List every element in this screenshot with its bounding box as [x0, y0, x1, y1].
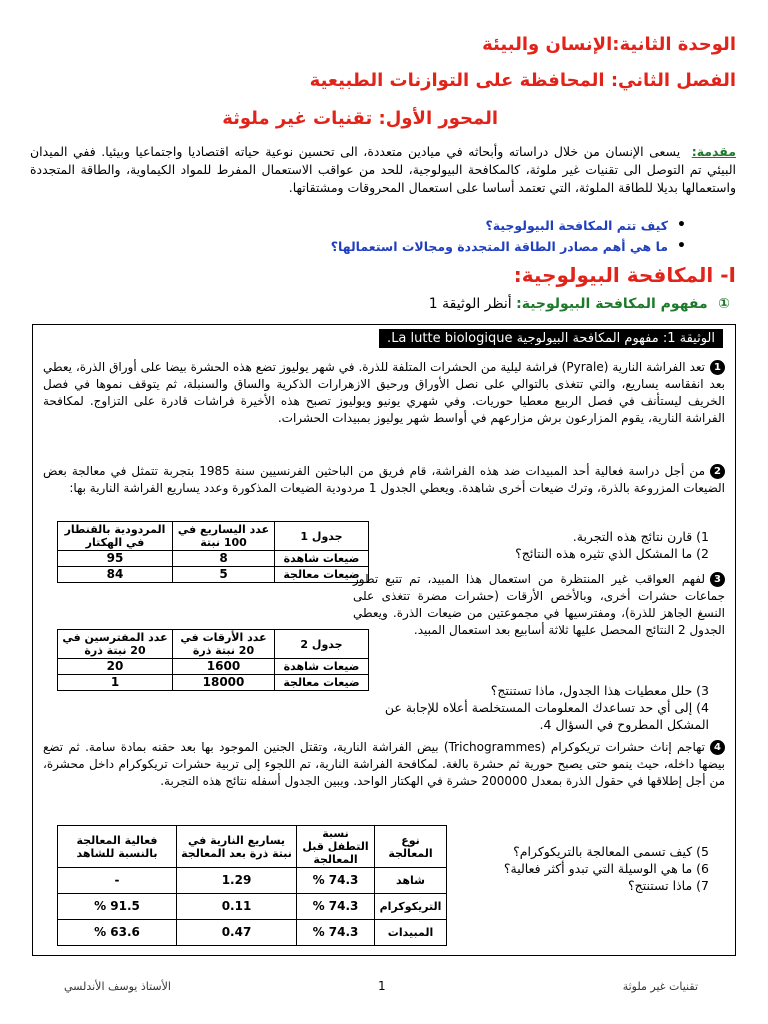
- question-1: 1) قارن نتائج هذه التجربة.: [572, 529, 709, 544]
- table-cell: 18000: [173, 675, 275, 691]
- table-row: [58, 630, 369, 659]
- subsection-number: ①: [718, 296, 730, 312]
- table-header: نوع المعالجة: [375, 826, 447, 868]
- subsection-heading: [429, 296, 730, 312]
- row-label: التريكوكرام: [375, 894, 447, 920]
- unit-heading: الوحدة الثانية:الإنسان والبيئة: [482, 34, 736, 55]
- question-6: 6) ما هي الوسيلة التي تبدو أكثر فعالية؟: [503, 861, 709, 876]
- intro-label: مقدمة:: [691, 144, 736, 159]
- table-row: [58, 868, 447, 894]
- question-item: • كيف تتم المكافحة البيولوجية؟: [48, 215, 688, 236]
- paragraph-3: [353, 571, 725, 639]
- footer-topic: تقنيات غير ملوثة: [622, 980, 698, 993]
- intro-text: يسعى الإنسان من خلال دراساته وأبحاثه في ميادين متعددة، الى تحسين نوعية حياته اقتصاديا واجتماعيا وبيئيا. ففي الميدان البيئي تم التوصل الى تقنيات غير ملوثة، كالمكافحة البيولوجية، للحد من عواقب الاستعمال المفرط للمواد الكيماوية، والطاقة المتجددة واستعمالها بديلا للطاقة الملوثة، التي تعتمد أساسا على استعمال المحروقات ومشتقاتها.: [30, 144, 736, 195]
- paragraph-number: 1: [710, 360, 725, 375]
- row-label: ضيعات معالجة: [275, 675, 369, 691]
- page-footer: [0, 976, 768, 1000]
- subsection-title: مفهوم المكافحة البيولوجية:: [516, 296, 708, 312]
- table-cell: 74.3 %: [297, 868, 375, 894]
- table-cell: 63.6 %: [58, 920, 177, 946]
- table-3: [57, 825, 447, 946]
- paragraph-text: تعد الفراشة النارية (Pyrale) فراشة ليلية من الحشرات المتلفة للذرة. في شهر يوليوز تضع هذه الحشرة بيضا على أوراق الذرة، يعطي بعد انفقاسه يساريع، والتي تتغذى بالتوالي على نصل الأوراق ورحيق الازهرارات الذكرية والساق والسنبلة، ثم يتوقف نموها في فصل الخريف ليستأنف في فصل الربيع معطيا حوريات. وفي شهري يونيو ويوليوز تصبح هذه الأخيرة فراشات قادرة على التزاوج. لمكافحة الفراشة النارية، يقوم المزارعون برش مزارعهم في أواسط شهر يوليوز بمبيدات الحشرات.: [43, 360, 725, 425]
- paragraph-2: [43, 463, 725, 497]
- question-5: 5) كيف تسمى المعالجة بالتريكوكرام؟: [513, 844, 709, 859]
- section-heading: I- المكافحة البيولوجية:: [513, 263, 736, 287]
- question-4: 4) إلى أي حد تساعدك المعلومات المستخلصة أعلاه للإجابة عن المشكل المطروح في السؤال 4.: [384, 700, 709, 732]
- paragraph-text: من أجل دراسة فعالية أحد المبيدات ضد هذه الفراشة، قام فريق من الباحثين الفرنسيين سنة 1985 بتجربة تتمثل في معالجة بعض الضيعات المزروعة بالذرة، وترك ضيعات أخرى شاهدة. ويعطي الجدول 1 مردودية الضيعات المذكورة وعدد يساريع الفراشة النارية بها:: [43, 464, 725, 495]
- question-3: 3) حلل معطيات هذا الجدول، ماذا تستنتج؟: [490, 683, 709, 698]
- axis-heading: المحور الأول: تقنيات غير ملوثة: [222, 108, 498, 129]
- table-cell: 0.11: [177, 894, 297, 920]
- table-row: [58, 567, 369, 583]
- table-header: عدد الأرقات في 20 نبتة ذرة: [173, 630, 275, 659]
- question-7: 7) ماذا تستنتج؟: [628, 878, 709, 893]
- paragraph-4: [43, 739, 725, 790]
- table-header: نسبة التطفل قبل المعالجة: [297, 826, 375, 868]
- introduction: [30, 143, 736, 197]
- document-title: الوثيقة 1: مفهوم المكافحة البيولوجية La lutte biologique.: [379, 329, 723, 348]
- problem-questions: [48, 215, 688, 257]
- table-cell: 84: [58, 567, 173, 583]
- table-row: [58, 826, 447, 868]
- page-number: 1: [378, 979, 386, 993]
- paragraph-number: 3: [710, 572, 725, 587]
- table-title: جدول 1: [275, 522, 369, 551]
- table-cell: 1.29: [177, 868, 297, 894]
- table-cell: 5: [173, 567, 275, 583]
- paragraph-number: 2: [710, 464, 725, 479]
- paragraph-text: لفهم العواقب غير المنتظرة من استعمال هذا المبيد، تم تتبع تطور جماعات حشرات أخرى، وبالأخص الأرقات (حشرات مضرة تتغذى على النسغ الجاهز للذرة)، ومفترسيها في مجموعتين من ضيعات الذرة. ويعطي الجدول 2 النتائج المحصل عليها ثلاثة أسابيع بعد استعمال المبيد.: [353, 572, 725, 637]
- footer-author: الأستاذ يوسف الأندلسي: [64, 980, 171, 993]
- table-title: جدول 2: [275, 630, 369, 659]
- table-header: المردودية بالقنطار في الهكتار: [58, 522, 173, 551]
- subsection-ref: أنظر الوثيقة 1: [428, 296, 512, 312]
- table-cell: 74.3 %: [297, 920, 375, 946]
- table-cell: 74.3 %: [297, 894, 375, 920]
- table-header: عدد المفترسين في 20 نبتة ذرة: [58, 630, 173, 659]
- table-cell: -: [58, 868, 177, 894]
- row-label: المبيدات: [375, 920, 447, 946]
- document-box: [32, 324, 736, 956]
- paragraph-number: 4: [710, 740, 725, 755]
- table-1: [57, 521, 369, 583]
- table-cell: 95: [58, 551, 173, 567]
- table-cell: 20: [58, 659, 173, 675]
- table-2: [57, 629, 369, 691]
- table-row: [58, 675, 369, 691]
- table-row: [58, 894, 447, 920]
- table-header: عدد اليساريع في 100 نبتة: [173, 522, 275, 551]
- table-row: [58, 920, 447, 946]
- table-cell: 1600: [173, 659, 275, 675]
- table-row: [58, 659, 369, 675]
- table-header: فعالية المعالجة بالنسبة للشاهد: [58, 826, 177, 868]
- table-header: يساريع النارية في نبتة ذرة بعد المعالجة: [177, 826, 297, 868]
- row-label: ضيعات شاهدة: [275, 659, 369, 675]
- question-2: 2) ما المشكل الذي تثيره هذه النتائج؟: [515, 546, 709, 561]
- chapter-heading: الفصل الثاني: المحافظة على التوازنات الطبيعية: [309, 70, 736, 91]
- table-row: [58, 522, 369, 551]
- question-item: • ما هي أهم مصادر الطاقة المتجددة ومجالات استعمالها؟: [48, 236, 688, 257]
- paragraph-1: [43, 359, 725, 427]
- paragraph-text: تهاجم إناث حشرات تريكوكرام (Trichogrammes) بيض الفراشة النارية، وتقتل الجنين الموجود بها بعد حقنه بمادة سامة. ثم تضع بيضها داخله، حيث ينمو حتى يصبح حورية ثم حشرة بالغة. لمكافحة الفراشة النارية، تم اللجوء إلى تربية حشرات تريكوكرام داخل محشرة، من أجل إطلاقها في حقول الذرة بمعدل 200000 حشرة في الهكتار الواحد. ويبين الجدول أسفله نتائج هذه التجربة.: [43, 740, 725, 788]
- table-row: [58, 551, 369, 567]
- row-label: ضيعات معالجة: [275, 567, 369, 583]
- row-label: ضيعات شاهدة: [275, 551, 369, 567]
- row-label: شاهد: [375, 868, 447, 894]
- table-cell: 91.5 %: [58, 894, 177, 920]
- table-cell: 1: [58, 675, 173, 691]
- table-cell: 0.47: [177, 920, 297, 946]
- table-cell: 8: [173, 551, 275, 567]
